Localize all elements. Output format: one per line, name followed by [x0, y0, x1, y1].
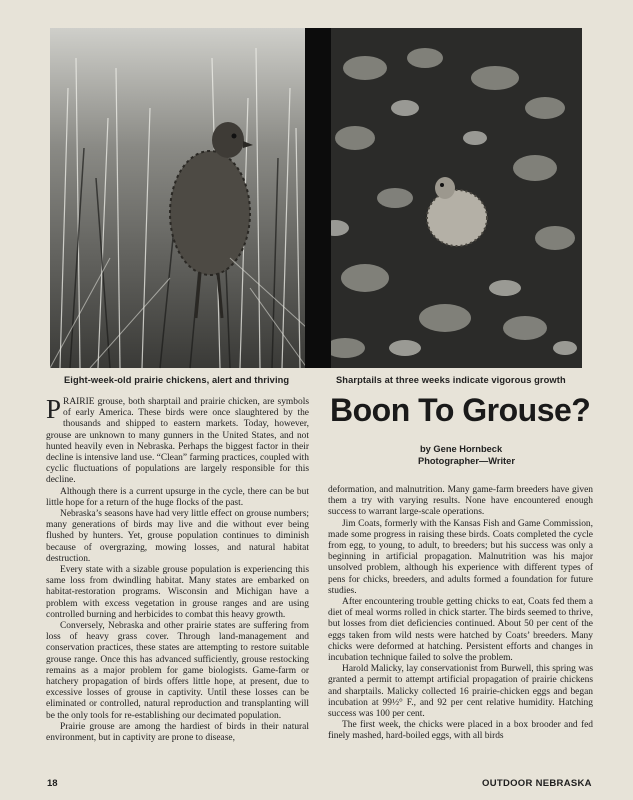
body-paragraph: Jim Coats, formerly with the Kansas Fish and Game Commission, made some progress in raising these birds. Coats completed the cycle from egg, to young, to adult, to breeders; but his success was only a beginning in artificial propagation. Malnutrition was his major unsolved problem, although his experience with different types of pens for chicks, breeders, and adults formed a foundation for future studies. — [328, 518, 593, 596]
body-paragraph: Conversely, Nebraska and other prairie states are suffering from loss of heavy grass cover. Through land-management and conservation practices, these states are attempting to restore suitable grouse range. Once this has advanced sufficiently, grouse restocking remains as a major problem for game biologists. Game-farm or hatchery propagation of birds offers little hope, at present, due to excessive losses of grouse in captivity. Until these losses can be eliminated or controlled, natural reproduction and transplanting will be the only tools for re-establishing our decimated population. — [46, 621, 309, 721]
body-paragraph: The first week, the chicks were placed in a box brooder and fed finely mashed, hard-boiled eggs, with all birds — [328, 720, 593, 742]
body-paragraph: Nebraska’s seasons have had very little effect on grouse numbers; many generations of birds may live and die without ever being flushed by hunters. Yet, grouse population continues to diminish because of overgrazing, mowing losses, and natural habitat destruction. — [46, 509, 309, 564]
page-number: 18 — [47, 778, 58, 789]
article-headline: Boon To Grouse? — [330, 392, 591, 428]
prairie-chicken-photo — [50, 28, 307, 368]
lead-paragraph — [46, 394, 309, 487]
body-paragraph: After encountering trouble getting chicks to eat, Coats fed them a diet of meal worms rolled in chick starter. The birds seemed to thrive, but losses from diet deficiencies continued. About 50 per cent of the eggs taken from wild nests were hatched by Coats’ breeders. Many chicks were deformed at hatching. Persistent efforts and changes in incubation technique failed to solve the problem. — [328, 597, 593, 664]
drop-cap: P — [46, 394, 62, 424]
right-text-column — [328, 485, 593, 755]
publication-name: OUTDOOR NEBRASKA — [482, 778, 592, 789]
lead-text: RAIRIE grouse, both sharptail and prairie chicken, are symbols of early America. These birds were once slaughtered by the thousands and shipped to eastern markets. Today, however, grouse are unknown to many gunners in the United States, and not hunted heavily even in Nebraska. Perhaps the biggest factor in their decline is intensive land use. “Clean” farming practices, coupled with cyclic fluctuations of populations are largely responsible for this decline. — [46, 397, 309, 486]
byline-role: Photographer—Writer — [418, 456, 515, 466]
body-paragraph: Although there is a current upsurge in the cycle, there can be but little hope for a return of the huge flocks of the past. — [46, 486, 309, 508]
body-paragraph: Every state with a sizable grouse population is experiencing this same loss from dwindling habitat. Many states are embarked on habitat-restoration programs. Wisconsin and Michigan have a problem with excess vegetation in grouse ranges and are using controlled burning and herbicides to combat this heavy growth. — [46, 565, 309, 620]
left-text-column — [46, 394, 309, 744]
left-photo-caption: Eight-week-old prairie chickens, alert and thriving — [64, 375, 290, 385]
body-paragraph: Prairie grouse are among the hardiest of birds in their natural environment, but in captivity are prone to disease, — [46, 721, 309, 744]
right-photo-caption: Sharptails at three weeks indicate vigorous growth — [336, 375, 566, 385]
byline-author: by Gene Hornbeck — [420, 444, 503, 454]
sharptail-photo — [305, 28, 582, 368]
body-paragraph: Harold Malicky, lay conservationist from Burwell, this spring was granted a permit to attempt artificial propagation of prairie chickens and sharptails. Malicky collected 16 prairie-chicken eggs and began incubation at 99½° F., and 92 per cent relative humidity. Hatching success was 100 per cent. — [328, 664, 593, 720]
body-paragraph: deformation, and malnutrition. Many game-farm breeders have given them a try with varying results. None have encountered enough success to warrant large-scale operations. — [328, 485, 593, 518]
photo-divider — [305, 28, 331, 368]
